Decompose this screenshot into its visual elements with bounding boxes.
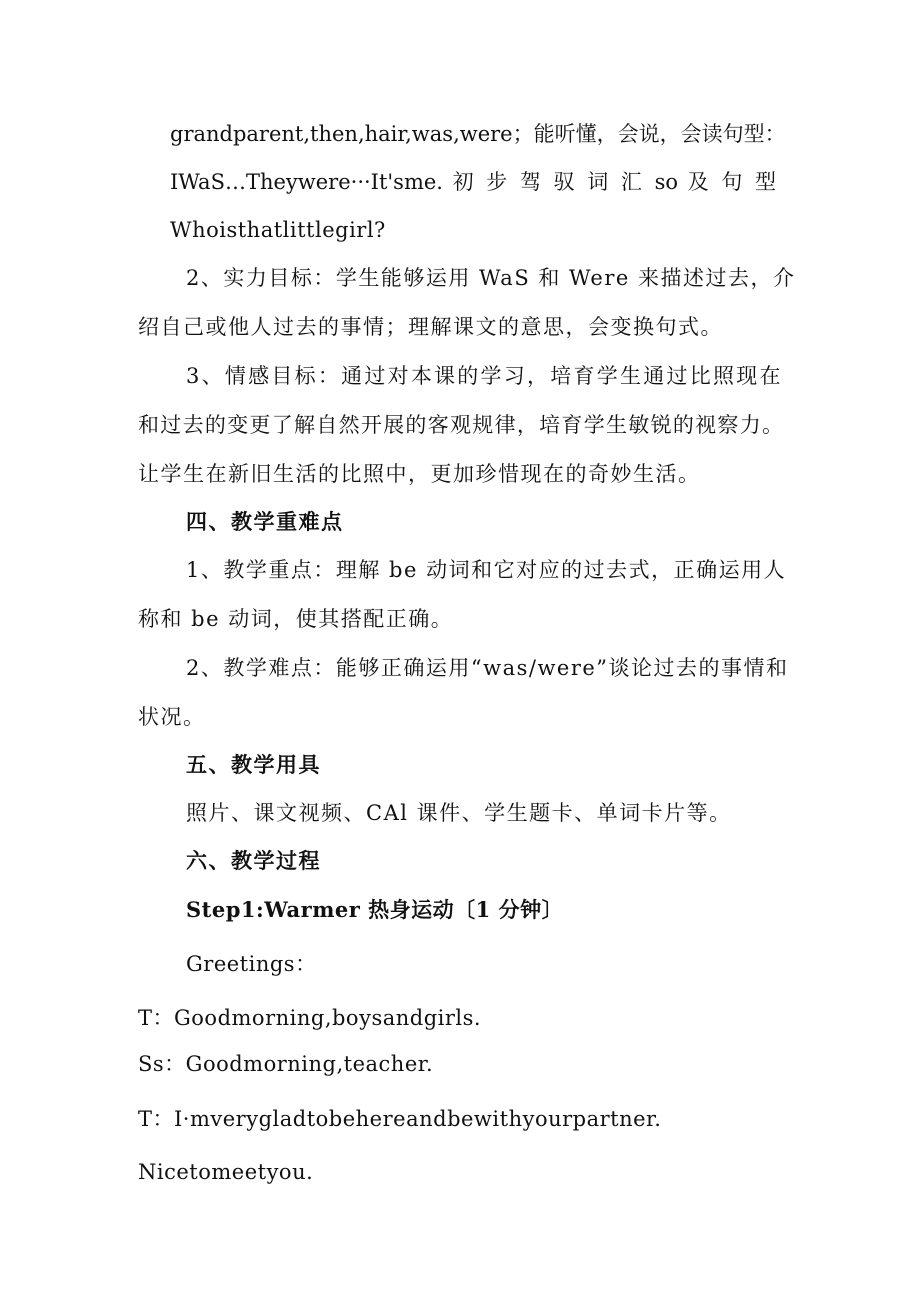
paragraph-line: Greetings： xyxy=(186,952,317,976)
paragraph-line: IWaS…Theywere···It'sme. 初 步 驾 驭 词 汇 so 及 句 型 xyxy=(170,170,776,194)
section-heading: 四、教学重难点 xyxy=(186,509,344,534)
step-heading: Step1:Warmer 热身运动〔1 分钟〕 xyxy=(186,897,564,922)
section-heading: 五、教学用具 xyxy=(186,752,321,777)
paragraph-line: 和过去的变更了解自然开展的客观规律，培育学生敏锐的视察力。 xyxy=(138,413,783,437)
paragraph-line: 让学生在新旧生活的比照中，更加珍惜现在的奇妙生活。 xyxy=(138,462,701,486)
dialogue-line: T：I·mverygladtobehereandbewithyourpartner. xyxy=(138,1107,662,1131)
paragraph-line: 照片、课文视频、CAl 课件、学生题卡、单词卡片等。 xyxy=(186,801,732,825)
paragraph-line: 2、教学难点：能够正确运用“was/were”谈论过去的事情和 xyxy=(186,656,789,680)
paragraph-line: grandparent,then,hair,was,were；能听懂，会说，会读句型： xyxy=(170,122,786,146)
paragraph-line: 3、情感目标：通过对本课的学习，培育学生通过比照现在 xyxy=(186,364,782,388)
paragraph-line: 状况。 xyxy=(138,705,206,729)
dialogue-line: Nicetomeetyou. xyxy=(138,1160,314,1184)
paragraph-line: Whoisthatlittlegirl? xyxy=(170,218,386,242)
paragraph-line: 称和 be 动词，使其搭配正确。 xyxy=(138,607,454,631)
paragraph-line: 2、实力目标：学生能够运用 WaS 和 Were 来描述过去，介 xyxy=(186,266,796,290)
dialogue-line: Ss：Goodmorning,teacher. xyxy=(138,1052,434,1076)
paragraph-line: 绍自己或他人过去的事情；理解课文的意思，会变换句式。 xyxy=(138,315,723,339)
section-heading: 六、教学过程 xyxy=(186,848,321,873)
dialogue-line: T：Goodmorning,boysandgirls. xyxy=(138,1006,482,1030)
paragraph-line: 1、教学重点：理解 be 动词和它对应的过去式，正确运用人 xyxy=(186,558,787,582)
